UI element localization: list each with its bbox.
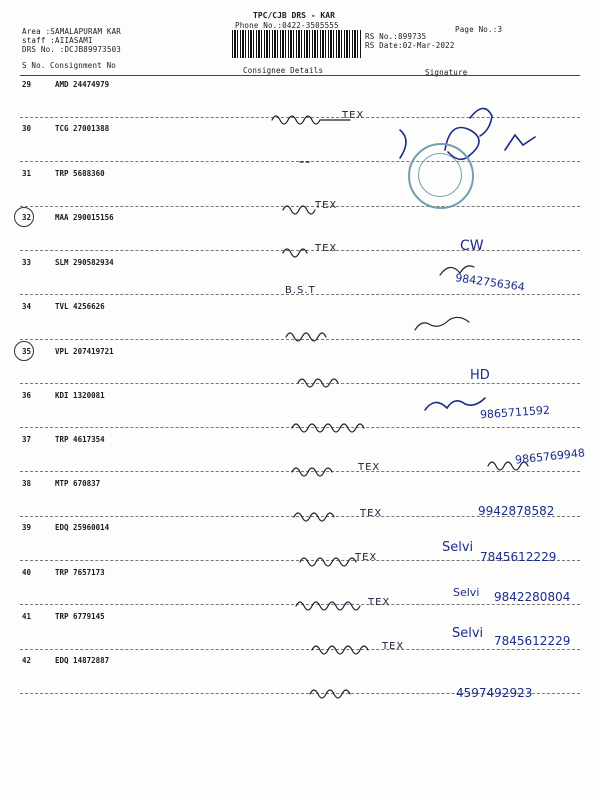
handwritten-sig-cw: CW bbox=[460, 238, 484, 254]
row-36-consignment: KDI 1320081 bbox=[55, 391, 105, 400]
row-30-consignment: TCG 27001388 bbox=[55, 124, 110, 133]
row-36-sno: 36 bbox=[22, 391, 32, 400]
handwritten-tex-37: TEX bbox=[358, 462, 381, 473]
handwritten-phone-6: 9842280804 bbox=[494, 590, 571, 604]
row-35-sno: 35 bbox=[22, 347, 32, 356]
col-signature: Signature bbox=[425, 68, 468, 77]
handwritten-tex-39: TEX bbox=[355, 552, 378, 563]
area-label: Area :SAMALAPURAM KAR bbox=[22, 27, 122, 36]
row-42-consignment: EDQ 14872887 bbox=[55, 656, 110, 665]
row-40-consignment: TRP 7657173 bbox=[55, 568, 105, 577]
row-33-consignment: SLM 290582934 bbox=[55, 258, 114, 267]
row-30-sno: 30 bbox=[22, 124, 32, 133]
handwritten-phone-7: 7845612229 bbox=[494, 634, 571, 648]
row-34-sno: 34 bbox=[22, 302, 32, 311]
doc-title: TPC/CJB DRS - KAR bbox=[253, 11, 335, 20]
handwritten-tex-41: TEX bbox=[382, 641, 405, 652]
handwritten-phone-4: 9942878582 bbox=[478, 504, 555, 518]
handwritten-tex-40: TEX bbox=[368, 597, 391, 608]
col-consignee: Consignee Details bbox=[243, 66, 324, 75]
row-37-sno: 37 bbox=[22, 435, 32, 444]
row-34-consignment: TVL 4256626 bbox=[55, 302, 105, 311]
handwritten-tex-32: TEX bbox=[315, 243, 338, 254]
phone-number: Phone No.:0422-3505555 bbox=[235, 21, 339, 30]
col-sno: S No. bbox=[22, 61, 46, 70]
drs-number: DRS No. :DCJB89973503 bbox=[22, 45, 122, 54]
courier-stamp bbox=[408, 143, 474, 209]
row-29-consignment: AMD 24474979 bbox=[55, 80, 110, 89]
rs-date: RS Date:02-Mar-2022 bbox=[365, 41, 455, 50]
row-35-consignment: VPL 207419721 bbox=[55, 347, 114, 356]
row-41-sno: 41 bbox=[22, 612, 32, 621]
handwritten-tex-31: TEX bbox=[315, 200, 338, 211]
row-38-consignment: MTP 670837 bbox=[55, 479, 101, 488]
row-29-sno: 29 bbox=[22, 80, 32, 89]
row-39-sno: 39 bbox=[22, 523, 32, 532]
row-39-consignment: EDQ 25960014 bbox=[55, 523, 110, 532]
stamp-inner-ring bbox=[418, 153, 462, 197]
handwritten-phone-3: 9865769948 bbox=[514, 446, 586, 467]
col-consignment: Consignment No bbox=[50, 61, 117, 70]
row-42-sno: 42 bbox=[22, 656, 32, 665]
handwritten-phone-8: 4597492923 bbox=[456, 686, 533, 700]
handwritten-tex-29: TEX bbox=[342, 110, 365, 121]
handwritten-phone-2: 9865711592 bbox=[479, 403, 551, 422]
row-32-consignment: MAA 290015156 bbox=[55, 213, 114, 222]
handwritten-sig-selvi-3: Selvi bbox=[452, 626, 484, 641]
row-38-sno: 38 bbox=[22, 479, 32, 488]
page-number: Page No.:3 bbox=[455, 25, 503, 34]
handwritten-bst-33: B.S.T bbox=[285, 285, 316, 296]
handwritten-sig-hd: HD bbox=[470, 368, 490, 383]
row-32-sno: 32 bbox=[22, 213, 32, 222]
handwritten-phone-1: 9842756364 bbox=[454, 271, 526, 294]
handwritten-sig-selvi-2: Selvi bbox=[453, 586, 480, 599]
row-40-sno: 40 bbox=[22, 568, 32, 577]
handwritten-tex-38: TEX bbox=[360, 508, 383, 519]
row-33-sno: 33 bbox=[22, 258, 32, 267]
rs-number: RS No.:899735 bbox=[365, 32, 427, 41]
row-31-sno: 31 bbox=[22, 169, 32, 178]
row-37-consignment: TRP 4617354 bbox=[55, 435, 105, 444]
staff-label: staff :AIIASAMI bbox=[22, 36, 93, 45]
row-31-consignment: TRP 5688360 bbox=[55, 169, 105, 178]
row-41-consignment: TRP 6779145 bbox=[55, 612, 105, 621]
handwritten-phone-5: 7845612229 bbox=[480, 550, 557, 564]
handwritten-sig-selvi-1: Selvi bbox=[442, 540, 474, 555]
